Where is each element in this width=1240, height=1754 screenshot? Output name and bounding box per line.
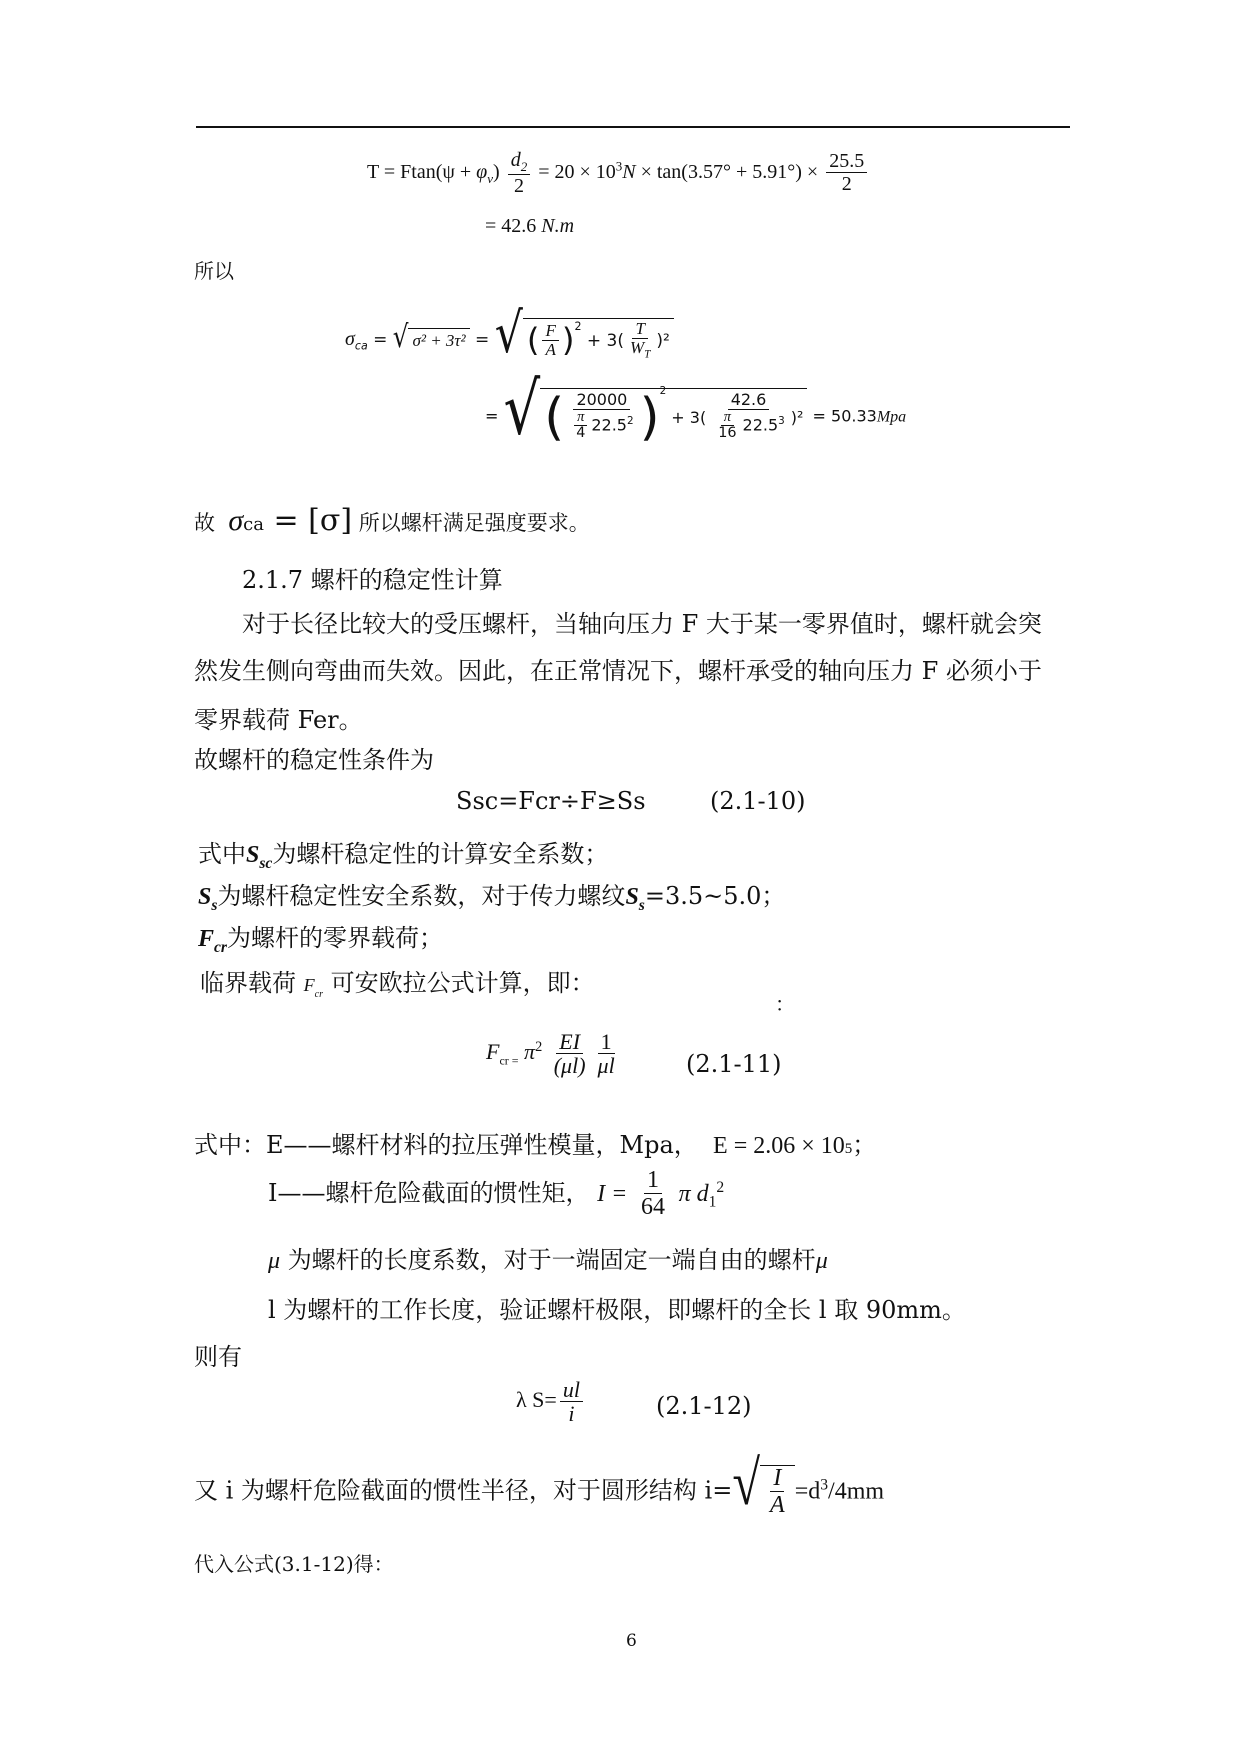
section-heading: 2.1.7 螺杆的稳定性计算 [242,566,503,594]
label-suoyi: 所以 [194,259,234,283]
definition-fcr: $F_{cr}$为螺杆的零界载荷； [198,924,444,956]
definition-ss: $S_s$为螺杆稳定性安全系数，对于传力螺纹$S_s=3.5\sim 5.0$； [198,882,786,914]
definition-critical-load: 临界载荷 $F_{cr}$ 可安欧拉公式计算，即： [200,969,595,1000]
label-zeyou: 则有 [194,1343,242,1371]
stray-colon: ： [775,992,795,1016]
equation-2-1-12: λ S= $\frac{ul}{i}$ [516,1378,586,1426]
equation-torque-line2: = 42.6 N.m [485,215,575,237]
header-rule [196,126,1070,128]
inertia-radius: 又 i 为螺杆危险截面的惯性半径，对于圆形结构 i= √ $\frac{I}{A}$ $=d^3/4mm$ [194,1447,885,1519]
equation-2-1-11: $F_{cr =}$ $\pi^2$ $\frac{EI}{(\mu l)}$ $\frac{1}{\mu l}$ [486,1029,615,1079]
page-number: 6 [626,1631,637,1651]
substitute-line: 代入公式(3.1-12)得： [194,1552,394,1576]
paragraph-line-1: 对于长径比较大的受压螺杆，当轴向压力 F 大于某一零界值时，螺杆就会突 [242,610,1042,638]
definition-ssc: 式中$S_{sc}$为螺杆稳定性的计算安全系数； [198,840,609,872]
equation-sigma-line1: $\sigma_{ca}$ = √ σ² + 3τ² = √ ( $\frac{F}{A}$ ) $^2$ + 3( $\frac{T}{W_T}$ )² [345,318,674,362]
equation-sigma-line2: = √ ( 20000 $\frac{\pi}{4}$ 22.5$^2$ ) $^2$ + 3( 42.6 $\frac{\pi}{16}$ 22.5$^3$ )² = 50.33Mpa [485,367,907,452]
equation-2-1-10: Ssc=Fcr÷F≥Ss [456,787,646,815]
where-l: l 为螺杆的工作长度，验证螺杆极限，即螺杆的全长 l 取 90mm。 [268,1296,966,1324]
condition-intro: 故螺杆的稳定性条件为 [194,746,434,774]
paragraph-line-3: 零界载荷 Fer。 [194,706,363,734]
paragraph-line-2: 然发生侧向弯曲而失效。因此，在正常情况下，螺杆承受的轴向压力 F 必须小于 [194,657,1042,685]
where-mu: μ 为螺杆的长度系数，对于一端固定一端自由的螺杆μ [268,1246,828,1274]
equation-number-2-1-11: (2.1-11) [686,1050,782,1078]
strength-conclusion: 故 σca = [σ] 所以螺杆满足强度要求。 [194,503,590,538]
where-I: I——螺杆危险截面的惯性矩， I = $\frac{1}{64}$ π $d_1^2$ [268,1167,725,1221]
equation-torque-line1: $T = Ftan(\psi + \varphi_v)$ $\frac{d_2}{2}$ = $20 \times 10^3N \times \tan(3.57^\circ + 5.91^\circ)$ × $\frac{25.5}{2}$ [367,150,870,197]
where-E: 式中：E——螺杆材料的拉压弹性模量，Mpa， E = 2.06 × 105； [194,1131,877,1159]
equation-number-2-1-10: (2.1-10) [710,787,806,815]
equation-number-2-1-12: (2.1-12) [656,1392,752,1420]
